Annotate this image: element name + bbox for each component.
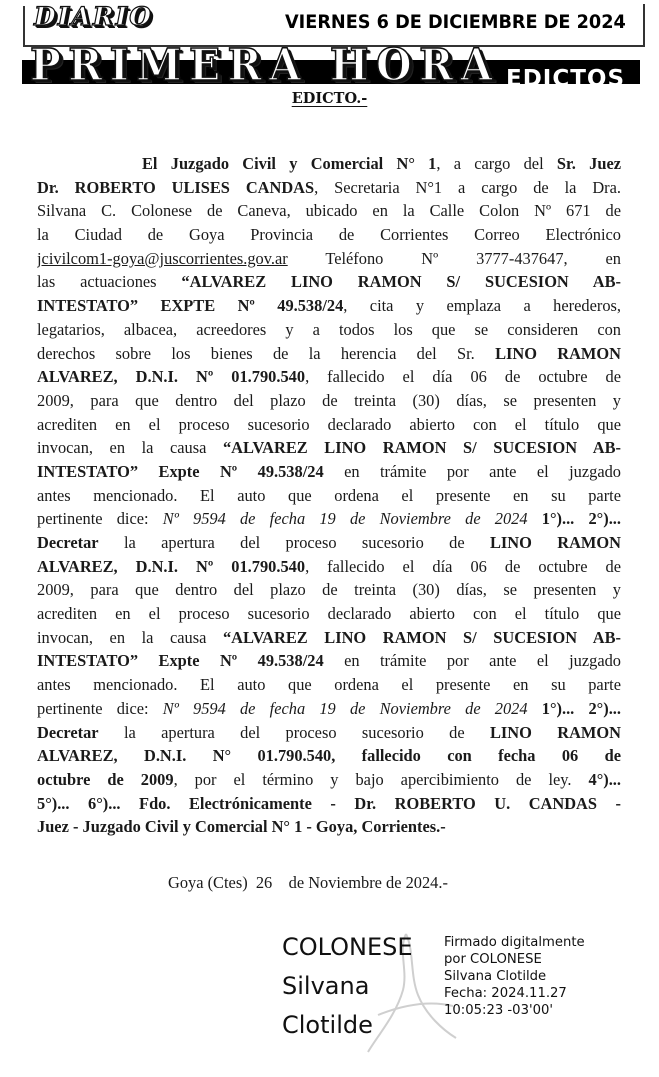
text-run: en trámite por ante el juzgado (323, 461, 621, 481)
body-line (37, 792, 621, 816)
body-line (37, 673, 621, 697)
text-run: las actuaciones (37, 272, 182, 292)
body-line (37, 626, 621, 650)
text-run (528, 699, 542, 718)
text-run (528, 509, 542, 528)
text-run: la apertura del proceso sucesorio de (98, 722, 490, 742)
text-run: 2009, para que dentro del plazo de treinta (30) días, se presenten y (37, 580, 621, 600)
text-run: Sr. Juez (556, 154, 621, 173)
text-run: antes mencionado. El auto que ordena el presente en su parte (37, 485, 621, 505)
text-run: invocan, en la causa (37, 438, 223, 458)
text-run: ALVAREZ, D.N.I. Nº 01.790.540 (37, 367, 306, 387)
signature-detail-line: por COLONESE (444, 952, 542, 967)
text-run: INTESTATO” EXPTE Nº 49.538/24 (37, 296, 344, 316)
body-line (37, 815, 621, 839)
text-run: Decretar (37, 533, 99, 552)
logo-primera-hora: PRIMERA HORA (30, 40, 500, 84)
text-run: la apertura del proceso sucesorio de (98, 533, 490, 552)
text-run: Nº 9594 de fecha 19 de Noviembre de 2024 (162, 509, 528, 529)
body-line (37, 199, 621, 223)
signature-detail-line: 10:05:23 -03'00' (444, 1003, 553, 1018)
body-line (37, 176, 621, 200)
text-run: en trámite por ante el juzgado (323, 651, 621, 671)
body-line (37, 318, 621, 342)
text-run: , Secretaria N°1 a cargo de la Dra. (314, 177, 621, 197)
text-run: 2009, para que dentro del plazo de treinta (30) días, se presenten y (37, 390, 621, 410)
masthead-frame-right (643, 4, 645, 47)
text-run: 1°)... 2°)... (541, 698, 621, 718)
body-line (37, 484, 621, 508)
text-run: LINO RAMON (490, 533, 621, 552)
body-line (37, 578, 621, 602)
signer-name (282, 928, 413, 1045)
signature-detail-line: Fecha: 2024.11.27 (444, 986, 567, 1001)
text-run: 1°)... 2°)... (541, 509, 621, 529)
signature-detail-line: Silvana Clotilde (444, 969, 547, 984)
text-run: LINO RAMON (490, 722, 621, 742)
text-run: , fallecido el día 06 de octubre de (305, 367, 621, 387)
text-run: invocan, en la causa (37, 627, 223, 647)
text-run: pertinente dice: (37, 698, 163, 718)
text-run: ALVAREZ, D.N.I. N° 01.790.540, fallecido con fecha 06 de (37, 746, 621, 766)
signer-name-line: Silvana (282, 972, 370, 1000)
body-line (37, 721, 621, 745)
body-line (37, 223, 621, 247)
signature-details (444, 934, 585, 1019)
body-line (37, 531, 621, 555)
issue-date: VIERNES 6 DE DICIEMBRE DE 2024 (285, 11, 626, 33)
text-run: Dr. ROBERTO ULISES CANDAS (37, 177, 315, 197)
digital-signature (278, 928, 658, 1058)
body-line (37, 768, 621, 792)
body-line (37, 744, 621, 768)
text-run: , cita y emplaza a herederos, (343, 296, 621, 316)
text-run: “ALVAREZ LINO RAMON S/ SUCESION AB- (181, 272, 621, 292)
document-title-text: EDICTO.- (291, 90, 368, 107)
text-run: 5°)... 6°)... Fdo. Electrónicamente - Dr. ROBERTO U. CANDAS - (37, 793, 621, 813)
document-title (0, 90, 659, 107)
body-line (37, 365, 621, 389)
text-run: derechos sobre los bienes de la herencia del Sr. (37, 343, 496, 363)
body-line (37, 270, 621, 294)
text-run: ALVAREZ, D.N.I. Nº 01.790.540 (37, 556, 306, 576)
text-run: INTESTATO” Expte Nº 49.538/24 (37, 461, 324, 481)
body-line (37, 294, 621, 318)
signer-name-line: COLONESE (282, 933, 413, 961)
text-run: acrediten en el proceso sucesorio declarado abierto con el título que (37, 414, 621, 434)
text-run: Nº 9594 de fecha 19 de Noviembre de 2024 (162, 698, 528, 718)
text-run: octubre de 2009 (37, 769, 174, 789)
logo-diario: DIARIO (34, 2, 154, 31)
section-label: EDICTOS (506, 66, 626, 92)
text-run: Silvana C. Colonese de Caneva, ubicado en la Calle Colon Nº 671 de (37, 201, 621, 221)
text-run: , a cargo del (436, 154, 557, 173)
text-run: Decretar (37, 722, 99, 742)
text-run: legatarios, albacea, acreedores y a todos los que se consideren con (37, 319, 621, 339)
text-run: El Juzgado Civil y Comercial N° 1 (142, 154, 437, 173)
place-date: Goya (Ctes) 26 de Noviembre de 2024.- (168, 873, 448, 892)
signature-detail-line: Firmado digitalmente (444, 935, 585, 950)
text-run: , por el término y bajo apercibimiento de ley. (173, 769, 589, 789)
signer-name-line: Clotilde (282, 1011, 373, 1039)
text-run: Teléfono Nº 3777-437647, en (287, 248, 621, 268)
text-run: “ALVAREZ LINO RAMON S/ SUCESION AB- (222, 438, 621, 458)
body-line (37, 152, 621, 176)
email-link[interactable]: jcivilcom1-goya@juscorrientes.gov.ar (37, 248, 288, 268)
body-line (37, 649, 621, 673)
text-run: antes mencionado. El auto que ordena el presente en su parte (37, 675, 621, 695)
edict-body (37, 152, 621, 839)
masthead-frame-left (23, 6, 25, 46)
text-run: “ALVAREZ LINO RAMON S/ SUCESION AB- (222, 627, 621, 647)
body-line (37, 247, 621, 271)
text-run: 4°)... (588, 769, 621, 789)
newspaper-masthead (0, 0, 659, 90)
body-line (37, 697, 621, 721)
body-line (37, 602, 621, 626)
text-run: acrediten en el proceso sucesorio declarado abierto con el título que (37, 604, 621, 624)
body-line (37, 436, 621, 460)
body-line (37, 460, 621, 484)
text-run: INTESTATO” Expte Nº 49.538/24 (37, 651, 324, 671)
body-line (37, 555, 621, 579)
text-run: la Ciudad de Goya Provincia de Corrientes Correo Electrónico (37, 225, 621, 245)
body-line (37, 413, 621, 437)
text-run: LINO RAMON (495, 343, 621, 363)
text-run: pertinente dice: (37, 509, 163, 529)
text-run: Juez - Juzgado Civil y Comercial N° 1 - Goya, Corrientes.- (37, 817, 446, 837)
body-line (37, 389, 621, 413)
body-line (37, 507, 621, 531)
body-line (37, 342, 621, 366)
text-run: , fallecido el día 06 de octubre de (305, 556, 621, 576)
